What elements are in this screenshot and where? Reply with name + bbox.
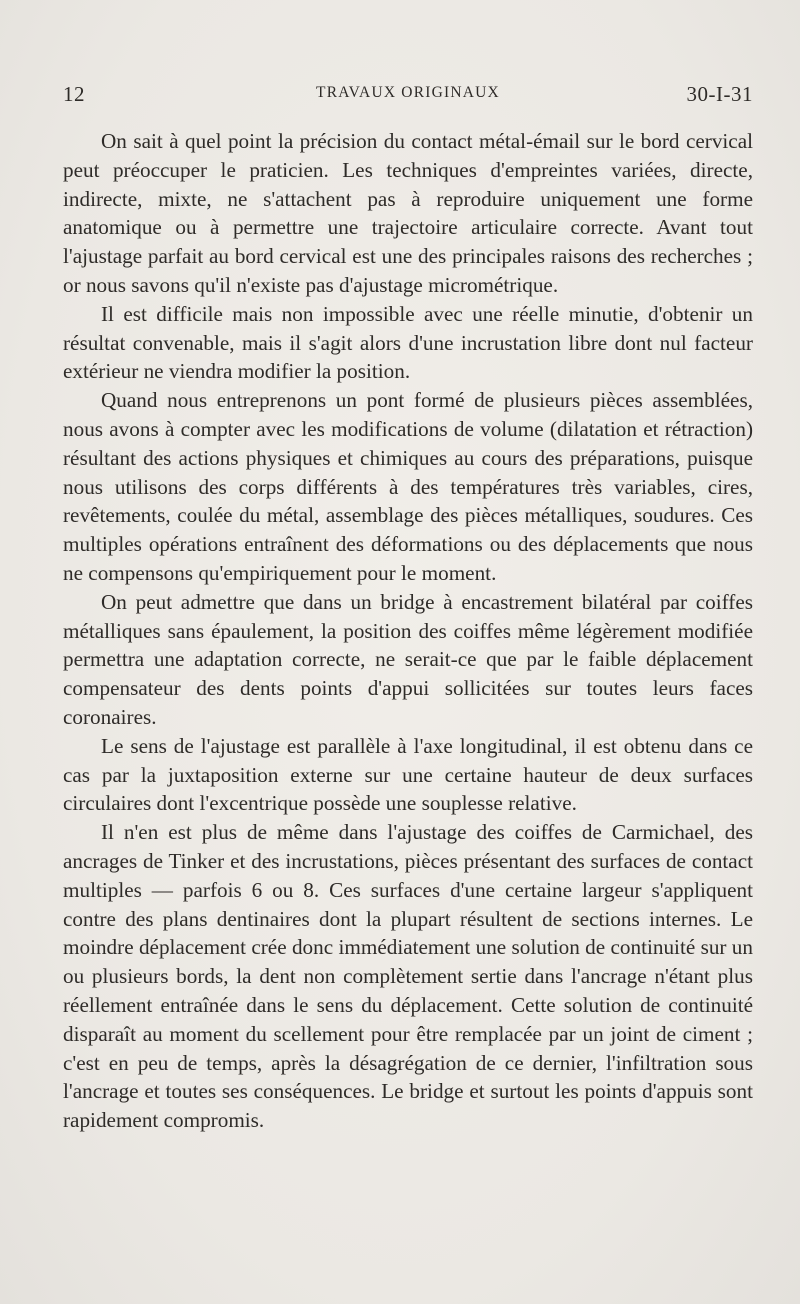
issue-date: 30-I-31	[686, 82, 753, 106]
running-head	[63, 82, 753, 108]
paragraph-2: Il est difficile mais non impossible avec une réelle minutie, d'obtenir un résultat convenable, mais il s'agit alors d'une incrustation libre dont nul facteur extérieur ne viendra modifier la position.	[63, 301, 753, 384]
paragraph-1: On sait à quel point la précision du contact métal-émail sur le bord cervical peut préoccuper le praticien. Les techniques d'empreintes variées, directe, indirecte, mixte, ne s'attachent pas à reproduire uniquement une forme anatomique ou à permettre une trajectoire articulaire correcte. Avant tout l'ajustage parfait au bord cervical est une des principales raisons des recherches ; or nous savons qu'il n'existe pas d'ajustage micrométrique.	[63, 129, 753, 297]
running-title: TRAVAUX ORIGINAUX	[316, 84, 500, 101]
paragraph-3: Quand nous entreprenons un pont formé de plusieurs pièces assemblées, nous avons à compter avec les modifications de volume (dilatation et rétraction) résultant des actions physiques et chimiques au cours des préparations, puisque nous utilisons des corps différents à des températures très variables, cires, revêtements, coulée du métal, assemblage des pièces métalliques, soudures. Ces multiples opérations entraînent des déformations ou des déplacements que nous ne compensons qu'empiriquement pour le moment.	[63, 388, 753, 585]
paragraph-4: On peut admettre que dans un bridge à encastrement bilatéral par coiffes métalliques sans épaulement, la position des coiffes même légèrement modifiée permettra une adaptation correcte, ne serait-ce que par le faible déplacement compensateur des dents points d'appui sollicitées sur toutes leurs faces coronaires.	[63, 589, 753, 729]
paragraph-6: Il n'en est plus de même dans l'ajustage des coiffes de Carmichael, des ancrages de Tinker et des incrustations, pièces présentant des surfaces de contact multiples — parfois 6 ou 8. Ces surfaces d'une certaine largeur s'appliquent contre des plans dentinaires dont la plupart résultent de sections internes. Le moindre déplacement crée donc immédiatement une solution de continuité sur un ou plusieurs bords, la dent non complètement sertie dans l'ancrage n'étant plus réellement entraînée dans le sens du déplacement. Cette solution de continuité disparaît au moment du scellement pour être remplacée par un joint de ciment ; c'est en peu de temps, après la désagrégation de ce dernier, l'infiltration sous l'ancrage et toutes ses conséquences. Le bridge et surtout les points d'appuis sont rapidement compromis.	[63, 820, 753, 1133]
body-text	[63, 127, 753, 1135]
paragraph-5: Le sens de l'ajustage est parallèle à l'axe longitudinal, il est obtenu dans ce cas par la juxtaposition externe sur une certaine hauteur de deux surfaces circulaires dont l'excentrique possède une souplesse relative.	[63, 733, 753, 816]
page-number: 12	[63, 82, 85, 106]
